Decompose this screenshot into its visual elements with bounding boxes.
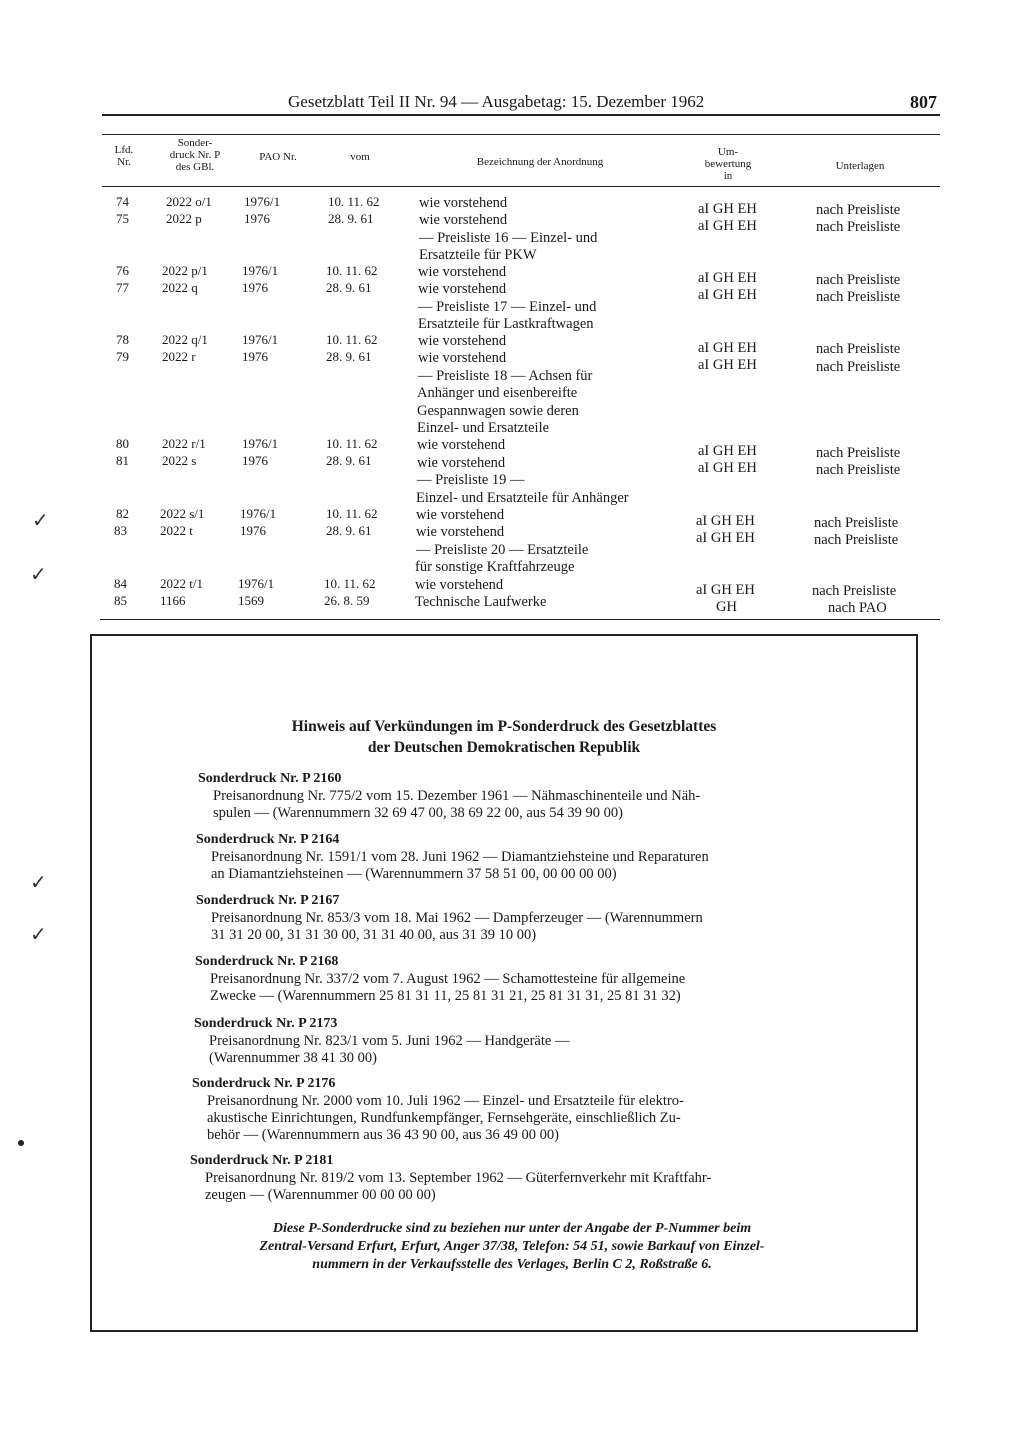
cell-umbewertung: aI GH EH: [698, 201, 757, 217]
table-header-top-rule: [102, 134, 940, 135]
cell-bezeichnung: wie vorstehend: [417, 437, 506, 453]
cell-vom: 10. 11. 62: [326, 263, 378, 278]
cell-unterlagen: nach Preisliste: [812, 583, 897, 599]
notice-title: Hinweis auf Verkündungen im P-Sonderdruck des Gesetzblattes der Deutschen Demokratischen Republik: [291, 718, 717, 756]
entry-text: an Diamantziehsteinen — (Warennummern 37 58 51 00, 00 00 00 00): [211, 866, 617, 882]
cell-umbewertung: aI GH EH: [698, 357, 757, 373]
cell-lfd: 83: [114, 523, 127, 538]
entry-text: Preisanordnung Nr. 853/3 vom 18. Mai 1962 — Dampferzeuger — (Warennummern: [211, 910, 703, 926]
cell-umbewertung: aI GH EH: [696, 513, 755, 529]
table-header-bottom-rule: [102, 186, 940, 187]
cell-vom: 28. 9. 61: [328, 211, 374, 226]
cell-unterlagen: nach PAO: [828, 600, 887, 616]
cell-lfd: 80: [116, 436, 129, 451]
table-bottom-rule: [100, 619, 940, 620]
notice-entry: [192, 1075, 842, 1144]
cell-sonderdruck: 2022 p: [166, 211, 202, 226]
cell-lfd: 77: [116, 280, 129, 295]
cell-pao: 1976/1: [242, 436, 279, 451]
cell-pao: 1976: [242, 280, 268, 295]
cell-vom: 10. 11. 62: [328, 194, 380, 209]
cell-sonderdruck: 2022 q/1: [162, 332, 208, 347]
cell-bezeichnung: für sonstige Kraftfahrzeuge: [415, 559, 575, 575]
cell-bezeichnung: Ersatzteile für Lastkraftwagen: [418, 316, 594, 332]
cell-umbewertung: aI GH EH: [698, 340, 757, 356]
cell-unterlagen: nach Preisliste: [816, 462, 901, 478]
cell-sonderdruck: 2022 p/1: [162, 263, 208, 278]
cell-pao: 1976/1: [238, 576, 275, 591]
cell-bezeichnung: Ersatzteile für PKW: [419, 247, 537, 263]
cell-unterlagen: nach Preisliste: [816, 289, 901, 305]
cell-sonderdruck: 2022 o/1: [166, 194, 212, 209]
cell-vom: 28. 9. 61: [326, 523, 372, 538]
entry-heading: Sonderdruck Nr. P 2181: [190, 1153, 334, 1168]
col-header-pao: PAO Nr.: [259, 151, 297, 163]
page-number: 807: [910, 92, 937, 112]
entry-text: zeugen — (Warennummer 00 00 00 00): [205, 1187, 436, 1203]
cell-sonderdruck: 2022 r: [162, 349, 196, 364]
cell-vom: 28. 9. 61: [326, 349, 372, 364]
cell-sonderdruck: 2022 s/1: [160, 506, 205, 521]
cell-bezeichnung: wie vorstehend: [418, 264, 507, 280]
entry-text: Zwecke — (Warennummern 25 81 31 11, 25 81 31 21, 25 81 31 31, 25 81 31 32): [210, 988, 681, 1004]
cell-sonderdruck: 2022 t: [160, 523, 193, 538]
cell-umbewertung: GH: [716, 599, 737, 615]
cell-bezeichnung: Einzel- und Ersatzteile für Anhänger: [416, 490, 629, 506]
entry-heading: Sonderdruck Nr. P 2164: [196, 832, 340, 847]
col-header-bezeichnung: Bezeichnung der Anordnung: [476, 156, 604, 168]
cell-vom: 10. 11. 62: [326, 506, 378, 521]
cell-bezeichnung: wie vorstehend: [418, 281, 507, 297]
col-header-unterlagen: Unterlagen: [835, 160, 885, 172]
cell-unterlagen: nach Preisliste: [816, 359, 901, 375]
margin-check-mark: ✓: [30, 564, 47, 586]
entry-heading: Sonderdruck Nr. P 2167: [196, 893, 340, 908]
col-header-vom: vom: [350, 151, 370, 163]
cell-umbewertung: aI GH EH: [698, 460, 757, 476]
entry-heading: Sonderdruck Nr. P 2168: [195, 954, 339, 969]
header-rule: [102, 114, 940, 116]
cell-sonderdruck: 2022 q: [162, 280, 198, 295]
cell-unterlagen: nach Preisliste: [814, 532, 899, 548]
cell-bezeichnung: — Preisliste 19 —: [417, 472, 525, 488]
cell-bezeichnung: wie vorstehend: [419, 195, 508, 211]
col-header-umbewertung: Um- bewertung in: [704, 146, 752, 182]
cell-bezeichnung: Einzel- und Ersatzteile: [417, 420, 550, 436]
cell-lfd: 79: [116, 349, 129, 364]
cell-lfd: 74: [116, 194, 129, 209]
cell-umbewertung: aI GH EH: [698, 270, 757, 286]
notice-entry: [190, 1152, 840, 1204]
margin-check-mark: ✓: [30, 872, 47, 894]
entry-text: Preisanordnung Nr. 337/2 vom 7. August 1962 — Schamottesteine für allgemeine: [210, 971, 686, 987]
entry-text: akustische Einrichtungen, Rundfunkempfänger, Fernsehgeräte, einschließlich Zu-: [207, 1110, 681, 1126]
cell-pao: 1976/1: [244, 194, 281, 209]
cell-bezeichnung: Technische Laufwerke: [415, 594, 547, 610]
cell-sonderdruck: 2022 t/1: [160, 576, 203, 591]
notice-entry: [196, 831, 846, 883]
cell-lfd: 82: [116, 506, 129, 521]
cell-unterlagen: nach Preisliste: [816, 202, 901, 218]
cell-bezeichnung: wie vorstehend: [417, 455, 506, 471]
cell-vom: 28. 9. 61: [326, 280, 372, 295]
entry-text: 31 31 20 00, 31 31 30 00, 31 31 40 00, aus 31 39 10 00): [211, 927, 537, 943]
entry-heading: Sonderdruck Nr. P 2173: [194, 1016, 338, 1031]
cell-vom: 10. 11. 62: [324, 576, 376, 591]
cell-umbewertung: aI GH EH: [698, 218, 757, 234]
cell-vom: 26. 8. 59: [324, 593, 370, 608]
entry-text: Preisanordnung Nr. 2000 vom 10. Juli 1962 — Einzel- und Ersatzteile für elektro-: [207, 1093, 684, 1109]
cell-unterlagen: nach Preisliste: [816, 219, 901, 235]
page-header-title: Gesetzblatt Teil II Nr. 94 — Ausgabetag: 15. Dezember 1962: [288, 92, 705, 111]
col-header-lfd: Lfd. Nr.: [114, 144, 134, 168]
cell-sonderdruck: 2022 r/1: [162, 436, 206, 451]
notice-footnote: Diese P-Sonderdrucke sind zu beziehen nur unter der Angabe der P-Nummer beim Zentral-Versand Erfurt, Erfurt, Anger 37/38, Telefon: 54 51, sowie Barkauf von Einzel- nummern in der Verkaufsstelle des Verlages, Berlin C 2, Roßstraße 6.: [259, 1221, 765, 1272]
cell-lfd: 76: [116, 263, 129, 278]
cell-vom: 10. 11. 62: [326, 436, 378, 451]
cell-bezeichnung: — Preisliste 17 — Einzel- und: [418, 299, 597, 315]
cell-pao: 1976: [242, 349, 268, 364]
cell-bezeichnung: Gespannwagen sowie deren: [417, 403, 579, 419]
cell-pao: 1976: [240, 523, 266, 538]
cell-umbewertung: aI GH EH: [696, 530, 755, 546]
cell-lfd: 81: [116, 453, 129, 468]
entry-text: Preisanordnung Nr. 1591/1 vom 28. Juni 1962 — Diamantziehsteine und Reparaturen: [211, 849, 709, 865]
entry-text: behör — (Warennummern aus 36 43 90 00, aus 36 49 00 00): [207, 1127, 560, 1143]
cell-bezeichnung: wie vorstehend: [418, 333, 507, 349]
entry-text: spulen — (Warennummern 32 69 47 00, 38 69 22 00, aus 54 39 90 00): [213, 805, 624, 821]
margin-check-mark: ✓: [30, 924, 47, 946]
cell-bezeichnung: — Preisliste 18 — Achsen für: [418, 368, 593, 384]
cell-sonderdruck: 2022 s: [162, 453, 197, 468]
notice-entry: [198, 770, 848, 822]
cell-bezeichnung: Anhänger und eisenbereifte: [417, 385, 578, 401]
entry-heading: Sonderdruck Nr. P 2160: [198, 771, 342, 786]
cell-pao: 1976: [242, 453, 268, 468]
cell-bezeichnung: wie vorstehend: [416, 524, 505, 540]
cell-pao: 1976/1: [242, 263, 279, 278]
cell-pao: 1976/1: [242, 332, 279, 347]
margin-dot: [18, 1140, 24, 1146]
cell-lfd: 78: [116, 332, 129, 347]
cell-unterlagen: nach Preisliste: [816, 445, 901, 461]
cell-bezeichnung: wie vorstehend: [419, 212, 508, 228]
cell-pao: 1976/1: [240, 506, 277, 521]
cell-pao: 1569: [238, 593, 264, 608]
entry-text: Preisanordnung Nr. 823/1 vom 5. Juni 1962 — Handgeräte —: [209, 1033, 570, 1049]
cell-umbewertung: aI GH EH: [698, 287, 757, 303]
notice-box: [90, 634, 918, 1332]
cell-lfd: 84: [114, 576, 127, 591]
cell-umbewertung: aI GH EH: [696, 582, 755, 598]
margin-check-mark: ✓: [32, 510, 49, 532]
notice-entry: [196, 892, 846, 944]
cell-lfd: 85: [114, 593, 127, 608]
cell-sonderdruck: 1166: [160, 593, 186, 608]
notice-entry: [194, 1015, 844, 1067]
cell-lfd: 75: [116, 211, 129, 226]
cell-bezeichnung: wie vorstehend: [416, 507, 505, 523]
cell-bezeichnung: — Preisliste 20 — Ersatzteile: [416, 542, 589, 558]
entry-heading: Sonderdruck Nr. P 2176: [192, 1076, 336, 1091]
cell-vom: 28. 9. 61: [326, 453, 372, 468]
col-header-sonderdruck: Sonder- druck Nr. P des GBl.: [169, 137, 221, 173]
cell-umbewertung: aI GH EH: [698, 443, 757, 459]
cell-unterlagen: nach Preisliste: [816, 272, 901, 288]
cell-pao: 1976: [244, 211, 270, 226]
cell-vom: 10. 11. 62: [326, 332, 378, 347]
entry-text: (Warennummer 38 41 30 00): [209, 1050, 377, 1066]
cell-bezeichnung: — Preisliste 16 — Einzel- und: [419, 230, 598, 246]
notice-entry: [195, 953, 845, 1005]
entry-text: Preisanordnung Nr. 819/2 vom 13. September 1962 — Güterfernverkehr mit Kraftfahr-: [205, 1170, 712, 1186]
cell-unterlagen: nach Preisliste: [816, 341, 901, 357]
cell-unterlagen: nach Preisliste: [814, 515, 899, 531]
cell-bezeichnung: wie vorstehend: [418, 350, 507, 366]
cell-bezeichnung: wie vorstehend: [415, 577, 504, 593]
entry-text: Preisanordnung Nr. 775/2 vom 15. Dezember 1961 — Nähmaschinenteile und Näh-: [213, 788, 701, 804]
